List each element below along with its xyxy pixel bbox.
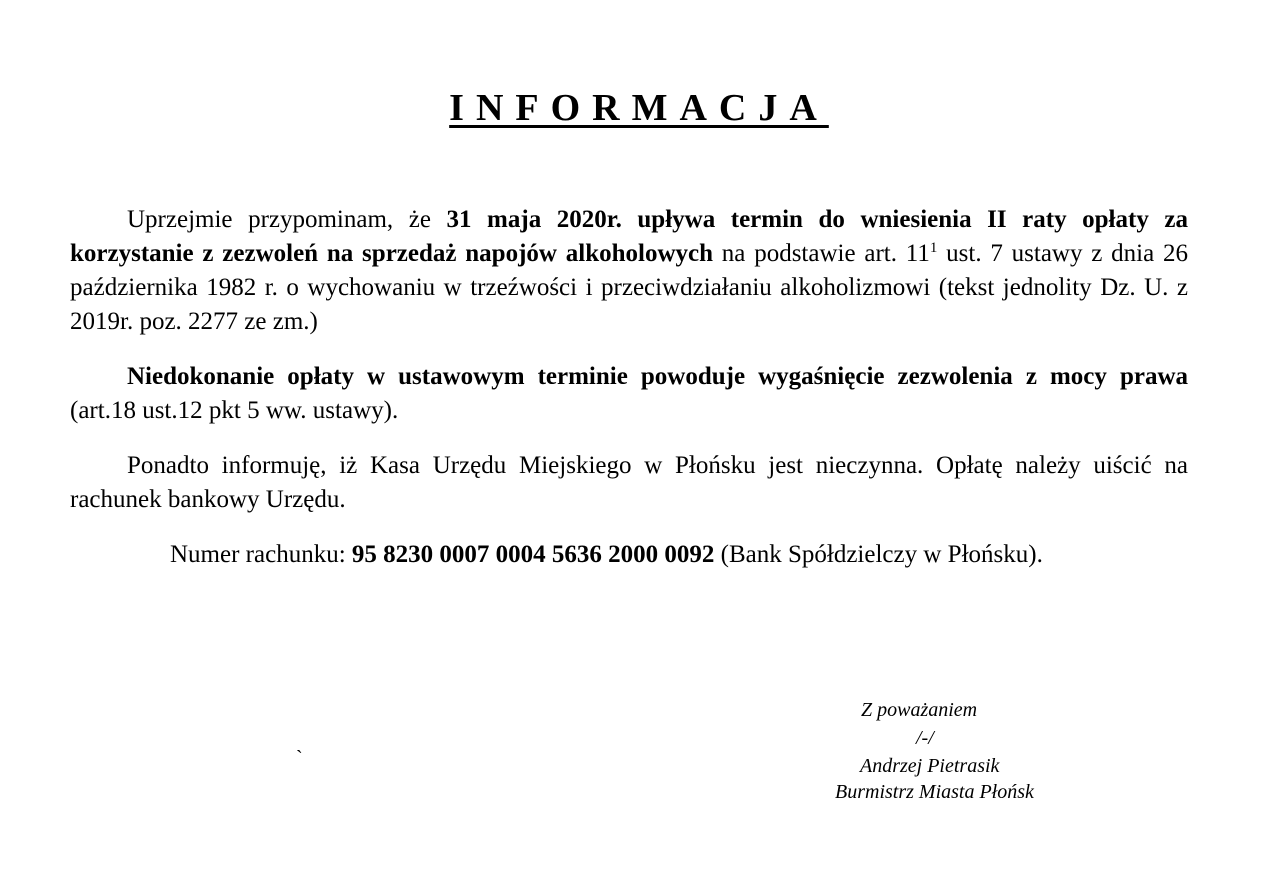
document-body xyxy=(70,203,1188,572)
paragraph-reminder-basis: na podstawie art. 11 xyxy=(713,240,930,267)
stray-mark: ` xyxy=(296,747,303,769)
paragraph-reminder-superscript: 1 xyxy=(929,240,938,256)
signature-closing: Z poważaniem xyxy=(861,699,978,721)
signature-mark: /-/ xyxy=(916,727,934,749)
paragraph-reminder xyxy=(70,203,1188,339)
signature-position: Burmistrz Miasta Płońsk xyxy=(835,781,1034,803)
paragraph-consequence xyxy=(70,360,1188,428)
paragraph-cash-desk xyxy=(70,449,1188,517)
bank-account-number: 95 8230 0007 0004 5636 2000 0092 xyxy=(351,541,715,568)
paragraph-reminder-rest: ust. 7 ustawy z dnia 26 października 1982 r. o wychowaniu w trzeźwości i przeciwdziałaniu alkoholizmowi (tekst jednolity Dz. U. z 2019r. poz. 2277 ze zm.) xyxy=(70,240,1189,335)
paragraph-reminder-deadline: 31 maja 2020r. upływa termin do wniesienia II raty opłaty za korzystanie z zezwoleń na sprzedaż napojów alkoholowych xyxy=(70,206,1188,267)
bank-account-bank: (Bank Spółdzielczy w Płońsku). xyxy=(714,541,1043,568)
paragraph-consequence-rest: (art.18 ust.12 pkt 5 ww. ustawy). xyxy=(70,397,399,424)
bank-account-line xyxy=(70,538,1188,572)
bank-account-label: Numer rachunku: xyxy=(170,541,352,568)
paragraph-cash-desk-text: Ponadto informuję, iż Kasa Urzędu Miejskiego w Płońsku jest nieczynna. Opłatę należy uiścić na rachunek bankowy Urzędu. xyxy=(70,452,1188,513)
document-title-text: INFORMACJA xyxy=(449,87,829,129)
paragraph-consequence-bold: Niedokonanie opłaty w ustawowym terminie powoduje wygaśnięcie zezwolenia z mocy prawa xyxy=(127,363,1188,390)
paragraph-reminder-intro: Uprzejmie przypominam, że xyxy=(127,206,447,233)
signature-name: Andrzej Pietrasik xyxy=(860,755,1000,777)
document-title xyxy=(0,86,1266,130)
